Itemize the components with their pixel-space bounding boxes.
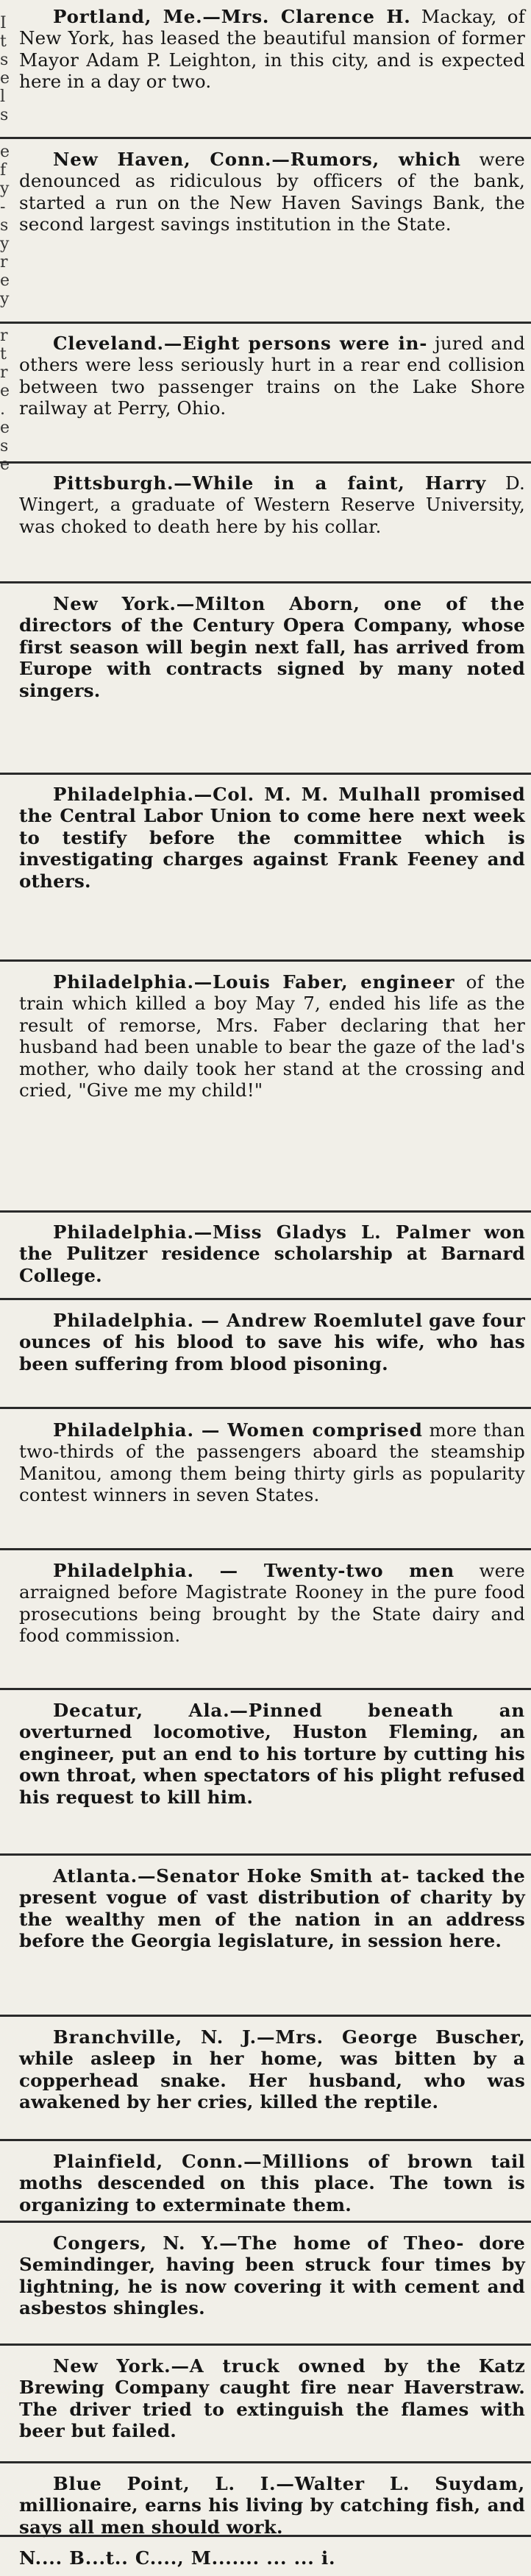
news-body: gave four ounces of his blood to save his wife, who has been suffering from blood pisoning. (19, 1310, 525, 1374)
dateline: Philadelphia.—Col. M. M. Mulhall (53, 784, 421, 805)
column-rule (0, 2221, 531, 2223)
dateline: Atlanta.—Senator Hoke Smith at- (53, 1865, 410, 1887)
margin-fragment: e (0, 456, 10, 474)
news-body: were arraigned before Magistrate Rooney in the pure food prosecutions being brought by the State dairy and food commission. (19, 1560, 525, 1647)
dateline: Cleveland.—Eight persons were in- (53, 333, 428, 354)
column-rule (0, 773, 531, 775)
column-rule (0, 2343, 531, 2346)
margin-fragment: s (0, 438, 9, 455)
column-rule (0, 461, 531, 464)
column-rule (0, 2461, 531, 2463)
news-item (19, 2026, 525, 2113)
news-item (19, 593, 525, 701)
news-item (19, 2355, 525, 2442)
column-rule (0, 1853, 531, 1856)
dateline: Philadelphia.—Miss Gladys L. Palmer (53, 1221, 471, 1243)
news-paragraph (19, 1419, 525, 1506)
news-item (19, 1419, 525, 1506)
news-paragraph (19, 6, 525, 93)
news-paragraph (19, 971, 525, 1101)
news-item (19, 6, 525, 93)
news-body: promised the Central Labor Union to come here next week to testify before the committee which is investigating charges against Frank Feeney and others. (19, 784, 525, 892)
dateline: Philadelphia.—Louis Faber, engineer (53, 971, 455, 993)
news-paragraph (19, 1700, 525, 1808)
column-rule (0, 2535, 531, 2537)
cut-off-text: N.... B...t.. C...., M....... ... ... i. (19, 2547, 336, 2569)
news-body: Buscher, while asleep in her home, was bitten by a copperhead snake. Her husband, who was awakened by her cries, killed the reptile. (19, 2026, 525, 2113)
news-paragraph (19, 2232, 525, 2319)
margin-fragment: e (0, 383, 10, 400)
column-rule (0, 1210, 531, 1213)
news-paragraph (19, 1865, 525, 1952)
margin-fragment: s (0, 107, 9, 124)
news-body: overturned locomotive, Huston Fleming, an engineer, put an end to his torture by cutting his own throat, when spectators of his plight refused his request to kill him. (19, 1721, 525, 1808)
dateline: Philadelphia. — Andrew Roemlutel (53, 1310, 423, 1331)
news-item (19, 472, 525, 537)
news-item (19, 1221, 525, 1286)
column-rule (0, 2015, 531, 2017)
margin-fragment: s (0, 217, 9, 235)
news-body: tail moths descended on this place. The town is organizing to exterminate them. (19, 2151, 525, 2215)
news-paragraph (19, 784, 525, 892)
cut-off-line (19, 2547, 525, 2569)
news-item (19, 784, 525, 892)
dateline: New York.—A truck owned by the (53, 2355, 462, 2377)
news-item (19, 1700, 525, 1808)
news-body: more than two-thirds of the passengers aboard the steamship Manitou, among them being thirty girls as popularity contest winners in seven States. (19, 1419, 525, 1506)
margin-fragment: e (0, 70, 10, 88)
column-rule (0, 1298, 531, 1300)
dateline: Pittsburgh.—While in a faint, Harry (53, 472, 487, 494)
news-item (19, 2473, 525, 2538)
news-body: of the train which killed a boy May 7, ended his life as the result of remorse, Mrs. Faber declaring that her husband had been unable to bear the gaze of the lad's mother, who daily took her stand at the crossing and cried, "Give me my child!" (19, 971, 525, 1101)
news-body: dore Semindinger, having been struck four times by lightning, he is now covering it with cement and asbestos shingles. (19, 2232, 525, 2319)
news-body: Katz Brewing Company caught fire near Haverstraw. The driver tried to extinguish the flames with beer but failed. (19, 2355, 525, 2442)
dateline: Branchville, N. J.—Mrs. George (53, 2026, 418, 2048)
margin-fragment: e (0, 272, 10, 290)
news-item (19, 1310, 525, 1374)
margin-fragment: t (0, 346, 7, 363)
column-rule (0, 1688, 531, 1690)
news-paragraph (19, 1560, 525, 1647)
news-paragraph (19, 2355, 525, 2442)
news-body: jured and others were less seriously hurt in a rear end collision between two passenger trains on the Lake Shore railway at Perry, Ohio. (19, 333, 525, 419)
news-paragraph (19, 149, 525, 235)
news-body: D. Wingert, a graduate of Western Reserve University, was choked to death here by his collar. (19, 472, 525, 537)
news-item (19, 1560, 525, 1647)
margin-fragment: e (0, 143, 10, 161)
news-paragraph (19, 2026, 525, 2113)
news-paragraph (19, 2473, 525, 2538)
news-body: millionaire, earns his living by catching fish, and says all men should work. (19, 2494, 525, 2538)
dateline: New Haven, Conn.—Rumors, which (53, 149, 461, 170)
news-body: won the Pulitzer residence scholarship at Barnard College. (19, 1221, 525, 1286)
margin-fragment: s (0, 52, 9, 69)
column-rule (0, 581, 531, 583)
news-body: were denounced as ridiculous by officers of the bank, started a run on the New Haven Savings Bank, the second largest savings institution in the State. (19, 149, 525, 235)
margin-fragment: y (0, 235, 10, 253)
news-paragraph (19, 333, 525, 419)
margin-fragment: r (0, 254, 8, 272)
margin-fragment: e (0, 419, 10, 437)
dateline: Portland, Me.—Mrs. Clarence H. (53, 6, 411, 27)
column-rule (0, 959, 531, 962)
news-item (19, 1865, 525, 1952)
margin-fragment: . (0, 401, 5, 419)
news-body: directors of the Century Opera Company, whose first season will begin next fall, has arrived from Europe with contracts signed by many noted singers. (19, 614, 525, 701)
news-body: tacked the present vogue of vast distribution of charity by the wealthy men of the nation in an address before the Georgia legislature, in session here. (19, 1865, 526, 1952)
dateline: Decatur, Ala.—Pinned beneath an (53, 1700, 525, 1721)
column-rule (0, 1407, 531, 1409)
margin-fragment: t (0, 33, 7, 51)
news-body: Mackay, of New York, has leased the beautiful mansion of former Mayor Adam P. Leighton, in this city, and is expected here in a day or two. (19, 6, 525, 93)
margin-fragment: l (0, 88, 6, 106)
news-paragraph (19, 1221, 525, 1286)
news-item (19, 149, 525, 235)
news-item (19, 971, 525, 1101)
margin-fragment: f (0, 162, 7, 180)
news-item (19, 2232, 525, 2319)
dateline: Congers, N. Y.—The home of Theo- (53, 2232, 465, 2254)
news-paragraph (19, 1310, 525, 1374)
margin-fragment: r (0, 364, 8, 382)
news-paragraph (19, 472, 525, 537)
news-item (19, 333, 525, 419)
margin-fragment: y (0, 180, 10, 198)
news-paragraph (19, 593, 525, 701)
dateline: Blue Point, L. I.—Walter L. Suydam, (53, 2473, 525, 2494)
column-rule (0, 322, 531, 324)
dateline: Philadelphia. — Twenty-two men (53, 1560, 455, 1581)
margin-fragment: - (0, 199, 6, 216)
news-paragraph (19, 2151, 525, 2215)
dateline: New York.—Milton Aborn, one of the (53, 593, 525, 614)
column-rule (0, 2139, 531, 2141)
column-rule (0, 137, 531, 139)
margin-fragment: y (0, 291, 10, 308)
dateline: Philadelphia. — Women comprised (53, 1419, 423, 1441)
margin-fragment: I (0, 15, 7, 32)
news-item (19, 2151, 525, 2215)
column-rule (0, 1548, 531, 1550)
margin-fragment: r (0, 327, 8, 345)
dateline: Plainfield, Conn.—Millions of brown (53, 2151, 474, 2172)
